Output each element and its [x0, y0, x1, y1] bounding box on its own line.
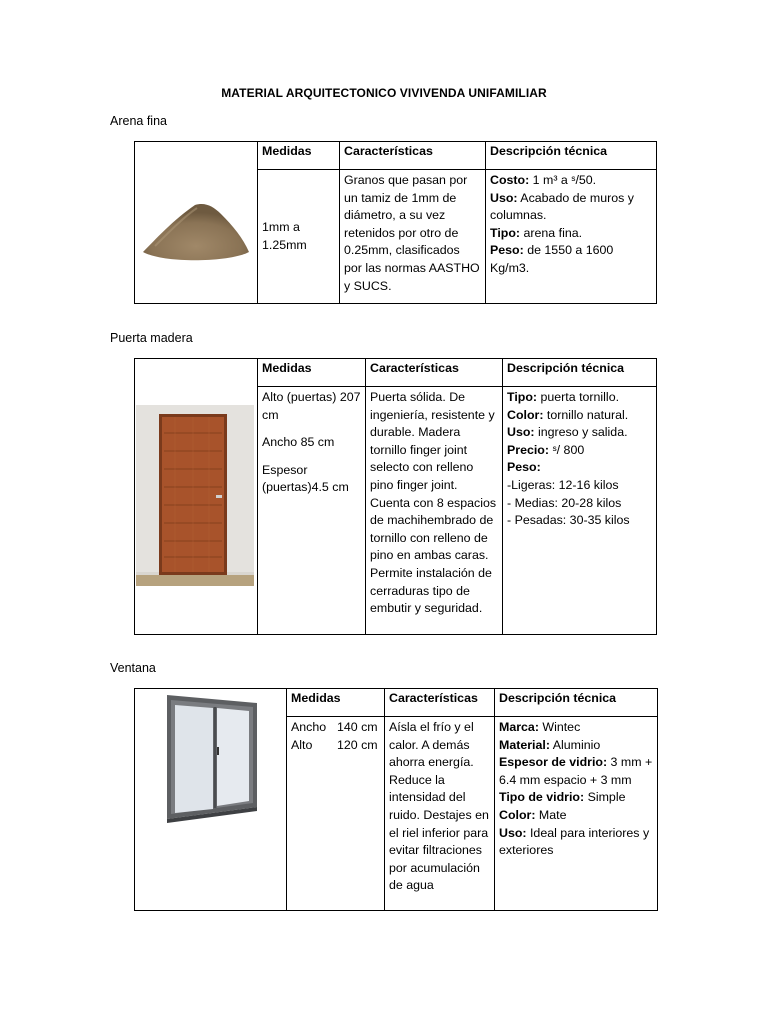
descripcion-line: - Pesadas: 30-35 kilos: [507, 513, 630, 528]
medidas-cell: [258, 170, 340, 304]
descripcion-line: Peso: de 1550 a 1600 Kg/m3.: [490, 243, 614, 275]
section-title-ventana: Ventana: [110, 661, 156, 675]
descripcion-line: - Medias: 20-28 kilos: [507, 495, 622, 510]
medidas-value: 1mm a 1.25mm: [262, 219, 307, 252]
document-title: MATERIAL ARQUITECTONICO VIVIVENDA UNIFAMILIAR: [221, 86, 547, 100]
header-medidas: Medidas: [258, 142, 340, 170]
descripcion-cell: [495, 717, 658, 911]
descripcion-line: Color: Mate: [499, 807, 567, 822]
header-descripcion: Descripción técnica: [503, 359, 657, 387]
medidas-line: Alto 120 cm: [291, 737, 378, 752]
descripcion-line: Uso: Acabado de muros y columnas.: [490, 190, 634, 223]
descripcion-cell: [503, 387, 657, 635]
descripcion-line: Peso:: [507, 460, 541, 475]
image-cell: [135, 689, 287, 911]
descripcion-cell: [486, 170, 657, 304]
medidas-line: Espesor (puertas)4.5 cm: [262, 462, 349, 495]
header-caracteristicas: Características: [340, 142, 486, 170]
descripcion-line: Tipo de vidrio: Simple: [499, 790, 626, 805]
table-arena-fina: [134, 141, 657, 304]
descripcion-line: Tipo: puerta tornillo.: [507, 390, 620, 404]
descripcion-line: Material: Aluminio: [499, 737, 601, 752]
medidas-line: Ancho 85 cm: [262, 435, 335, 450]
aluminum-window-image: [135, 689, 285, 909]
medidas-line: Ancho 140 cm: [291, 720, 378, 734]
image-cell: [135, 359, 258, 635]
caracteristicas-text: Aísla el frío y el calor. A demás ahorra energía. Reduce la intensidad del ruido. Destajes en el riel inferior para evitar filtraciones por acumulación de agua: [389, 720, 489, 893]
caracteristicas-cell: [340, 170, 486, 304]
medidas-cell: [258, 387, 366, 635]
wooden-door-image: [135, 359, 257, 607]
descripcion-line: Marca: Wintec: [499, 720, 581, 734]
caracteristicas-text: Puerta sólida. De ingeniería, resistente y durable. Madera tornillo finger joint selecto con relleno pino finger joint. Cuenta con 8 espacios de machihembrado de tornillo con relleno de pino en ambas caras. Permite instalación de cerraduras tipo de embutir y seguridad.: [370, 390, 497, 616]
descripcion-line: Costo: 1 m³ a ˢ/50.: [490, 173, 597, 187]
descripcion-line: Espesor de vidrio: 3 mm + 6.4 mm espacio + 3 mm: [499, 755, 653, 787]
header-medidas: Medidas: [287, 689, 385, 717]
descripcion-line: Tipo: arena fina.: [490, 225, 583, 240]
descripcion-line: Precio: ˢ/ 800: [507, 442, 585, 457]
medidas-line: Alto (puertas) 207 cm: [262, 390, 361, 422]
header-descripcion: Descripción técnica: [486, 142, 657, 170]
section-title-puerta-madera: Puerta madera: [110, 331, 193, 345]
descripcion-line: -Ligeras: 12-16 kilos: [507, 477, 619, 492]
caracteristicas-cell: [366, 387, 503, 635]
table-ventana: [134, 688, 658, 911]
image-cell: [135, 142, 258, 304]
sand-pile-image: [135, 142, 257, 302]
medidas-cell: [287, 717, 385, 911]
caracteristicas-cell: [385, 717, 495, 911]
descripcion-line: Uso: Ideal para interiores y exteriores: [499, 825, 650, 858]
descripcion-line: Color: tornillo natural.: [507, 407, 629, 422]
descripcion-line: Uso: ingreso y salida.: [507, 425, 628, 440]
header-caracteristicas: Características: [385, 689, 495, 717]
header-descripcion: Descripción técnica: [495, 689, 658, 717]
table-puerta-madera: [134, 358, 657, 635]
caracteristicas-text: Granos que pasan por un tamiz de 1mm de diámetro, a su vez retenidos por otro de 0.25mm, clasificados por las normas AASTHO y SUCS.: [344, 173, 480, 293]
section-title-arena-fina: Arena fina: [110, 114, 167, 128]
header-caracteristicas: Características: [366, 359, 503, 387]
header-medidas: Medidas: [258, 359, 366, 387]
